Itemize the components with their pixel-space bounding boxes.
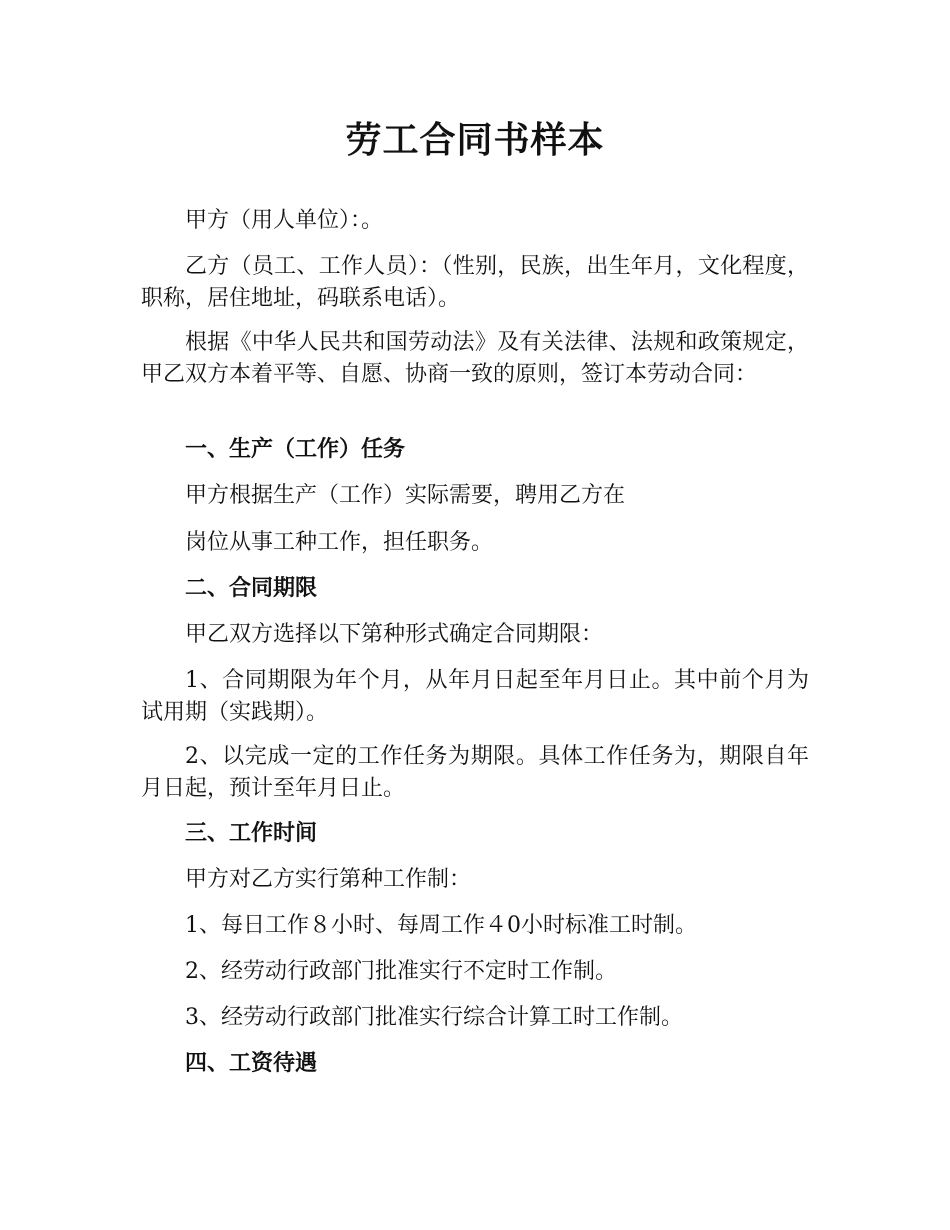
party-b-paragraph: 乙方（员工、工作人员）：（性别，民族，出生年月，文化程度，职称，居住地址，码联系电话）。 [141, 254, 809, 311]
section-heading-tasks: 一、生产（工作）任务 [185, 437, 406, 462]
document-title: 劳工合同书样本 [345, 120, 605, 161]
section-term-paragraph-1: 甲乙双方选择以下第种形式确定合同期限： [185, 622, 604, 647]
section-hours-paragraph-2: 1、每日工作８小时、每周工作４0小时标准工时制。 [185, 913, 697, 938]
section-heading-term: 二、合同期限 [185, 576, 318, 601]
section-tasks-paragraph-1: 甲方根据生产（工作）实际需要，聘用乙方在 [185, 483, 626, 508]
section-term-paragraph-3: 2、以完成一定的工作任务为期限。具体工作任务为，期限自年月日起，预计至年月日止。 [141, 744, 809, 801]
section-hours-paragraph-1: 甲方对乙方实行第种工作制： [185, 867, 472, 892]
section-term-paragraph-2: 1、合同期限为年个月，从年月日起至年月日止。其中前个月为试用期（实践期）。 [141, 668, 809, 725]
party-a-line: 甲方（用人单位）：。 [185, 208, 384, 233]
section-hours-paragraph-3: 2、经劳动行政部门批准实行不定时工作制。 [185, 959, 617, 984]
section-heading-wages: 四、工资待遇 [185, 1051, 318, 1076]
section-tasks-paragraph-2: 岗位从事工种工作，担任职务。 [185, 530, 494, 555]
section-hours-paragraph-4: 3、经劳动行政部门批准实行综合计算工时工作制。 [185, 1005, 683, 1030]
intro-paragraph: 根据《中华人民共和国劳动法》及有关法律、法规和政策规定，甲乙双方本着平等、自愿、协商一致的原则，签订本劳动合同： [141, 330, 809, 387]
section-heading-hours: 三、工作时间 [185, 821, 318, 846]
